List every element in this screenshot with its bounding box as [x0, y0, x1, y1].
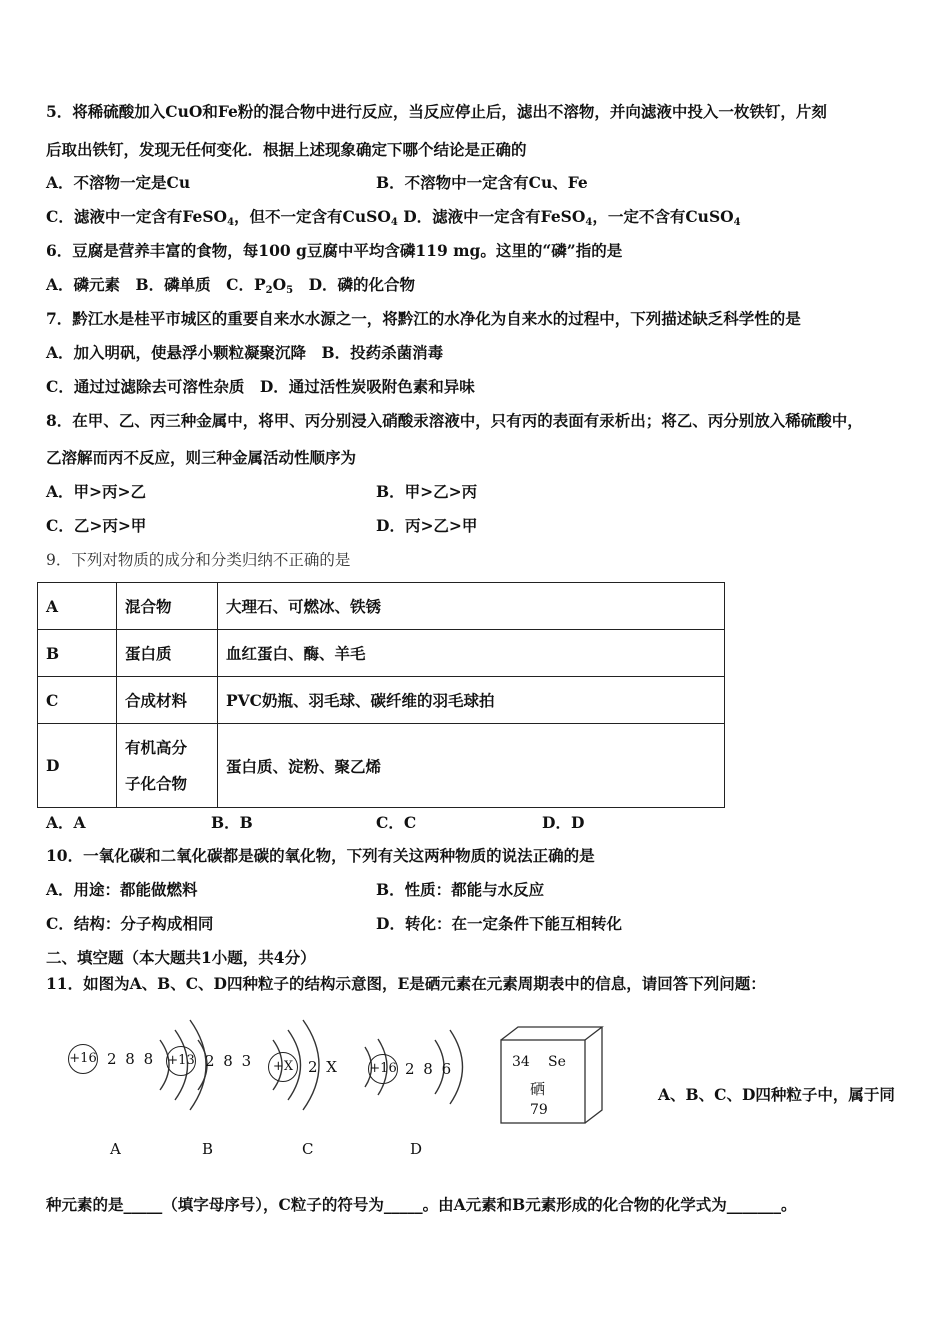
q11-fill-blank-line: 种元素的是_____（填字母序号），C粒子的符号为_____。由A元素和B元素形成的化合物的化学式为_______。 — [46, 1195, 797, 1214]
q5-option-c-mid: ，但不一定含有CuSO — [234, 207, 391, 226]
q8-option-a: A．甲>丙>乙 — [46, 482, 147, 501]
q9-stem: 9．下列对物质的成分和分类归纳不正确的是 — [46, 551, 351, 569]
q6-o: O — [272, 275, 287, 294]
q5-option-d-pre: D．滤液中一定含有FeSO — [403, 207, 586, 226]
q8-option-c: C．乙>丙>甲 — [46, 516, 147, 535]
q6-options — [46, 275, 415, 301]
q9-key: D — [38, 724, 117, 808]
q9-category: 蛋白质 — [117, 630, 218, 677]
atom-d-nucleus: +16 — [368, 1054, 398, 1084]
q7-options-ab: A．加入明矾，使悬浮小颗粒凝聚沉降 B．投药杀菌消毒 — [46, 343, 444, 362]
q8-stem-line1: 8．在甲、乙、丙三种金属中，将甲、丙分别浸入硝酸汞溶液中，只有丙的表面有汞析出；将乙、丙分别放入稀硫酸中， — [46, 411, 863, 430]
table-row — [38, 724, 725, 808]
atom-b-label: B — [202, 1140, 214, 1158]
element-mass: 79 — [530, 1102, 548, 1118]
q9-items: 蛋白质、淀粉、聚乙烯 — [218, 724, 725, 808]
table-row — [38, 583, 725, 630]
q9-category: 合成材料 — [117, 677, 218, 724]
q9-option-a: A．A — [46, 813, 86, 832]
atom-d-label: D — [410, 1140, 423, 1158]
q10-option-c: C．结构：分子构成相同 — [46, 914, 214, 933]
q11-side-text: A、B、C、D四种粒子中，属于同 — [658, 1085, 895, 1104]
q5-stem-line2: 后取出铁钉，发现无任何变化．根据上述现象确定下哪个结论是正确的 — [46, 140, 527, 159]
q6-options-pre: A．磷元素 B．磷单质 C．P — [46, 275, 266, 294]
q5-option-a: A．不溶物一定是Cu — [46, 173, 191, 192]
q5-option-cd — [46, 207, 741, 233]
q10-stem: 10．一氧化碳和二氧化碳都是碳的氧化物，下列有关这两种物质的说法正确的是 — [46, 846, 595, 865]
atom-c-shells: 2 X — [308, 1058, 339, 1076]
q9-option-c: C．C — [376, 813, 417, 832]
q9-key: B — [38, 630, 117, 677]
q10-option-d: D．转化：在一定条件下能互相转化 — [376, 914, 622, 933]
table-row — [38, 677, 725, 724]
q7-stem: 7．黔江水是桂平市城区的重要自来水水源之一，将黔江的水净化为自来水的过程中，下列描述缺乏科学性的是 — [46, 309, 801, 328]
q10-option-b: B．性质：都能与水反应 — [376, 880, 545, 899]
q9-items: 大理石、可燃冰、铁锈 — [218, 583, 725, 630]
q5-sub: 4 — [733, 217, 741, 228]
q9-option-d: D．D — [542, 813, 585, 832]
q8-stem-line2: 乙溶解而丙不反应，则三种金属活动性顺序为 — [46, 448, 357, 467]
q5-option-c-pre: C．滤液中一定含有FeSO — [46, 207, 228, 226]
atom-a-nucleus: +16 — [68, 1044, 98, 1074]
q5-option-b: B．不溶物中一定含有Cu、Fe — [376, 173, 588, 192]
periodic-cell-box — [500, 1026, 604, 1124]
q9-items: PVC奶瓶、羽毛球、碳纤维的羽毛球拍 — [218, 677, 725, 724]
atom-b-nucleus: +13 — [166, 1046, 196, 1076]
q5-sub: 4 — [585, 217, 593, 228]
atom-b-shells: 2 8 3 — [205, 1052, 254, 1070]
q9-category — [117, 724, 218, 808]
element-symbol: Se — [548, 1054, 566, 1070]
q5-stem-line1: 5．将稀硫酸加入CuO和Fe粉的混合物中进行反应，当反应停止后，滤出不溶物，并向滤液中投入一枚铁钉，片刻 — [46, 102, 827, 121]
q5-sub: 4 — [390, 217, 398, 228]
q9-items: 血红蛋白、酶、羊毛 — [218, 630, 725, 677]
atom-c-nucleus: +X — [268, 1052, 298, 1082]
q10-option-a: A．用途：都能做燃料 — [46, 880, 198, 899]
q5-option-d-mid: ，一定不含有CuSO — [592, 207, 734, 226]
q9-key: A — [38, 583, 117, 630]
q9-option-b: B．B — [211, 813, 253, 832]
q8-option-d: D．丙>乙>甲 — [376, 516, 478, 535]
atom-a-shells: 2 8 8 — [107, 1050, 156, 1068]
q9-key: C — [38, 677, 117, 724]
q9-category: 混合物 — [117, 583, 218, 630]
table-row — [38, 630, 725, 677]
q9-category-line1: 有机高分 — [125, 737, 188, 757]
q11-stem: 11．如图为A、B、C、D四种粒子的结构示意图，E是硒元素在元素周期表中的信息，请回答下列问题： — [46, 974, 766, 993]
element-number: 34 — [512, 1054, 530, 1070]
q7-options-cd: C．通过过滤除去可溶性杂质 D．通过活性炭吸附色素和异味 — [46, 377, 475, 396]
atom-d-shells: 2 8 6 — [405, 1060, 454, 1078]
atom-a-label: A — [110, 1140, 121, 1158]
q6-sub: 2 — [265, 285, 273, 296]
q8-option-b: B．甲>乙>丙 — [376, 482, 478, 501]
atom-c-label: C — [302, 1140, 314, 1158]
q6-sub: 5 — [286, 285, 294, 296]
q5-sub: 4 — [227, 217, 235, 228]
q9-table — [37, 582, 725, 808]
section-title: 二、填空题（本大题共1小题，共4分） — [46, 948, 316, 967]
q9-category-line2: 子化合物 — [125, 773, 188, 793]
q6-options-post: D．磷的化合物 — [293, 275, 416, 294]
q6-stem: 6．豆腐是营养丰富的食物，每100 g豆腐中平均含磷119 mg。这里的“磷”指的是 — [46, 241, 623, 260]
element-name: 硒 — [530, 1080, 546, 1098]
